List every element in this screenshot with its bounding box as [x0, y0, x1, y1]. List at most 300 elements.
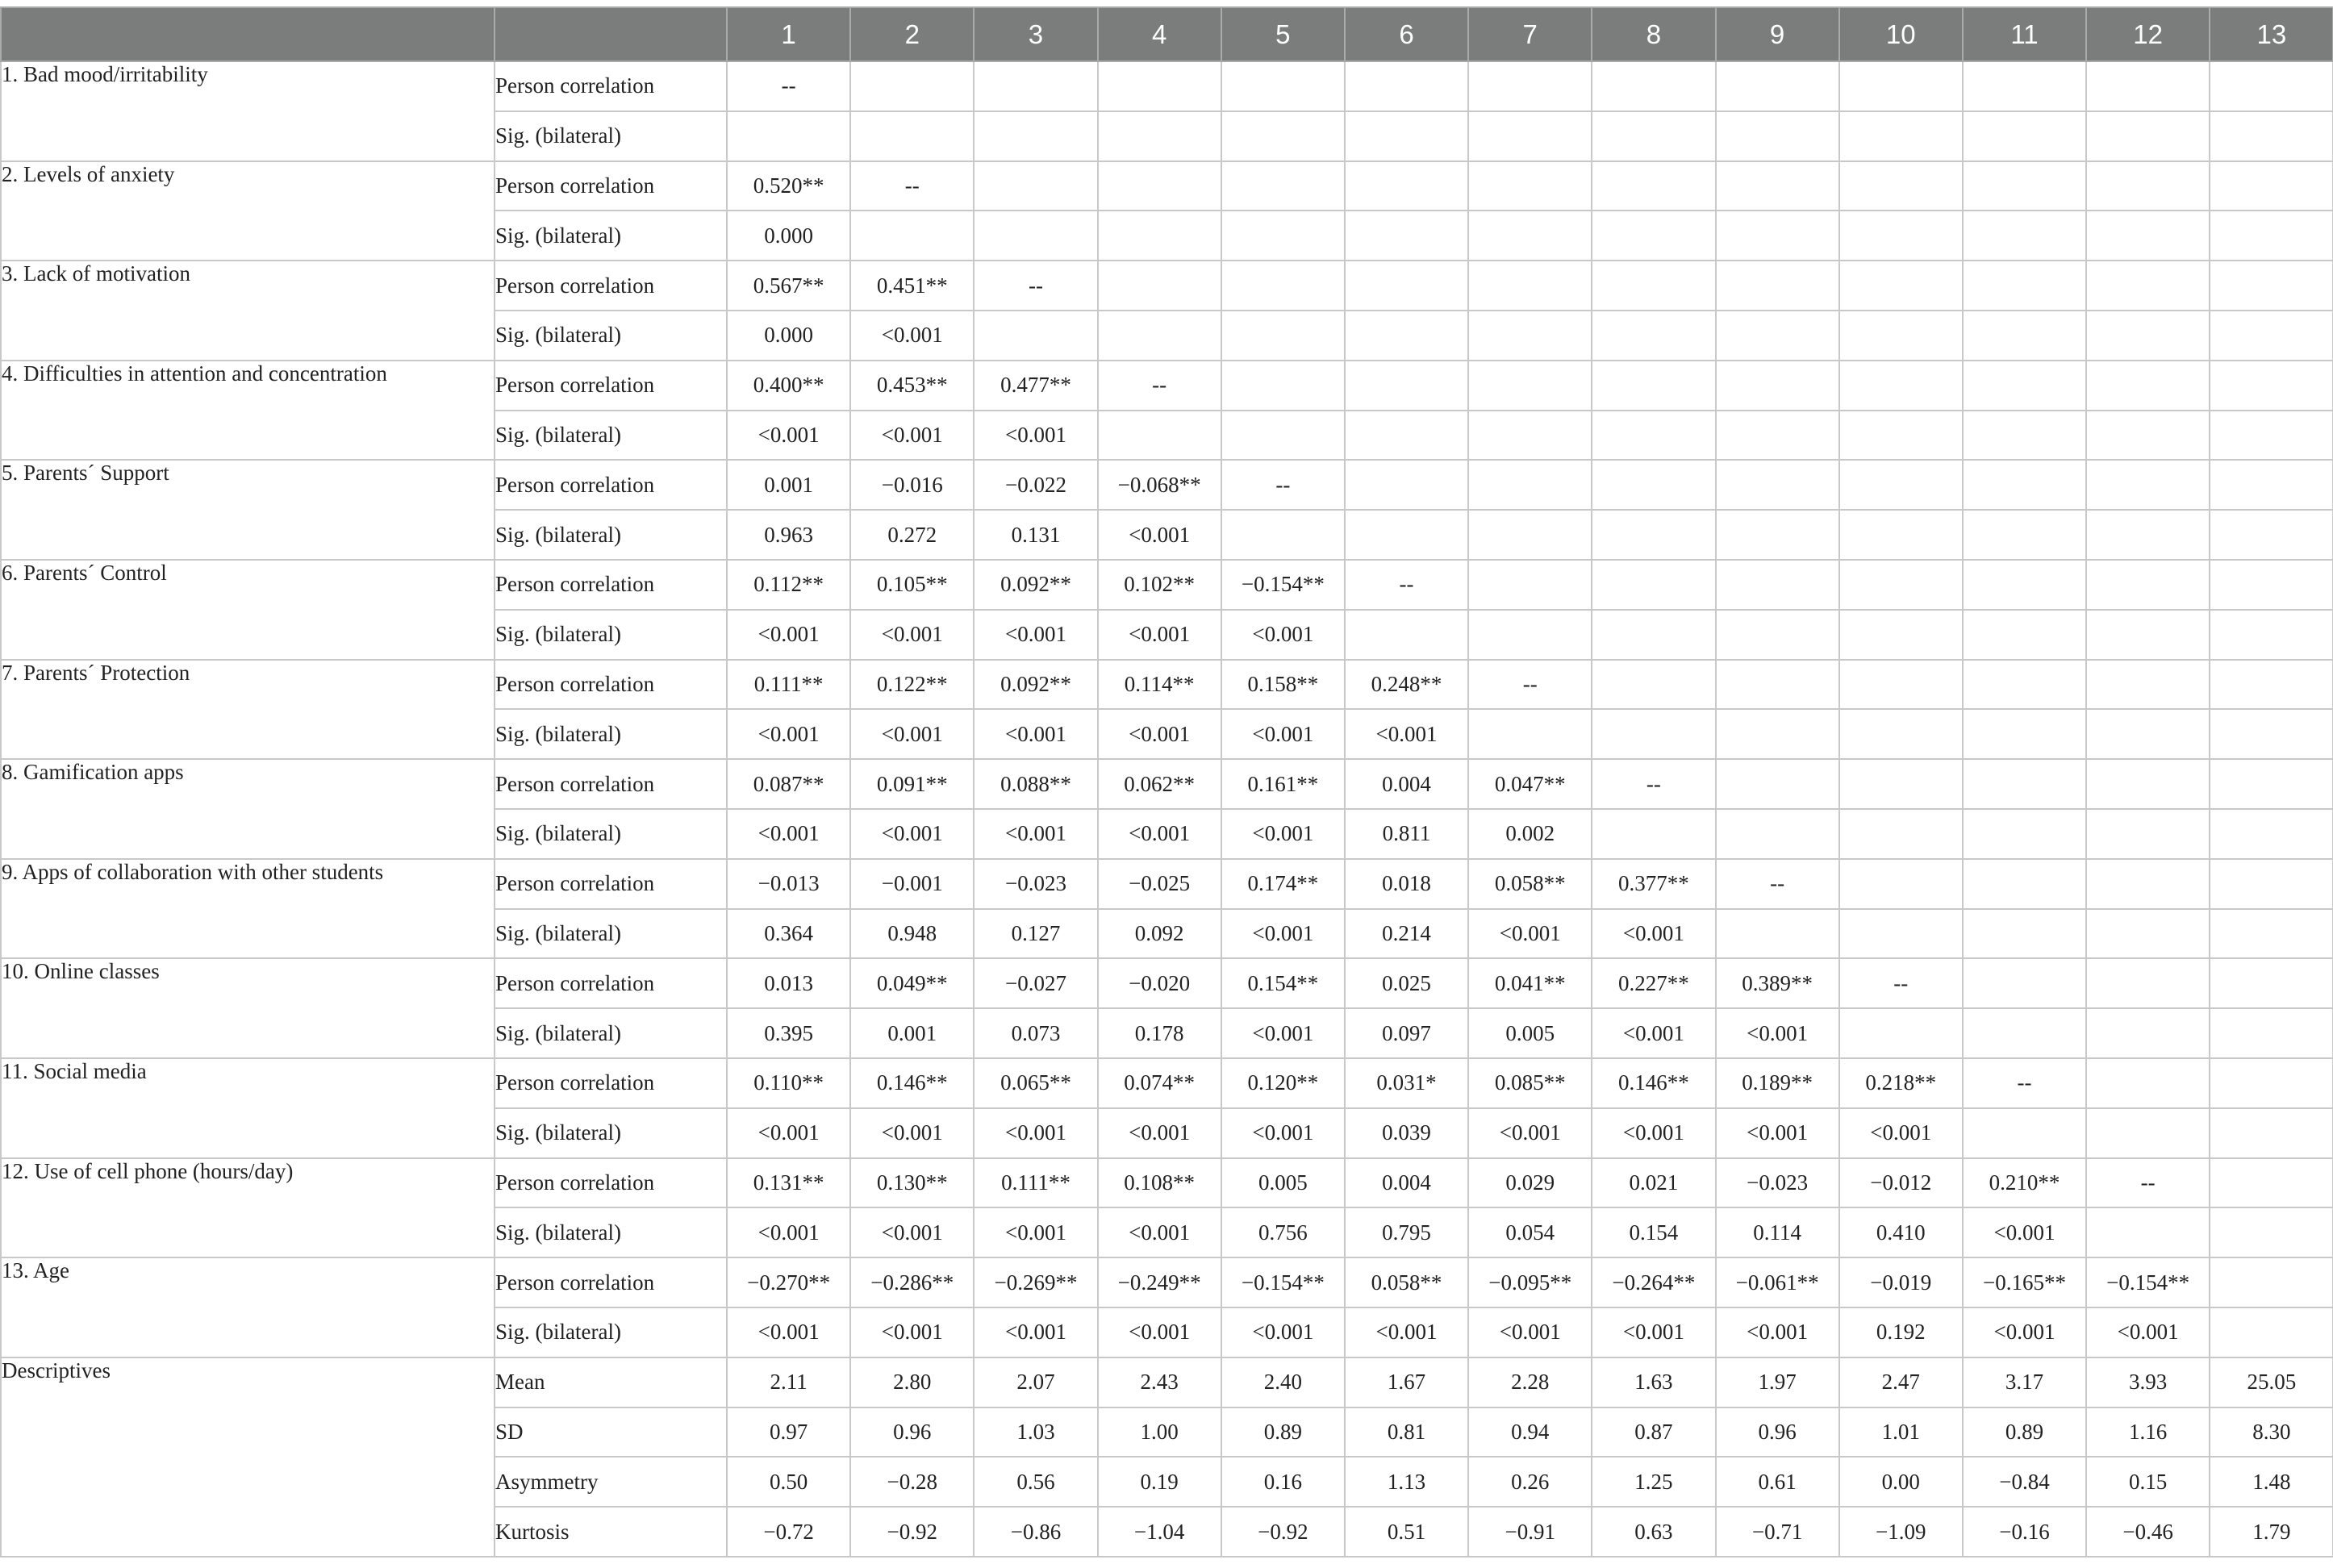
- table-cell: [1592, 61, 1715, 111]
- table-cell: [974, 111, 1097, 161]
- table-cell: [2086, 958, 2210, 1008]
- table-cell: 1.67: [1345, 1357, 1468, 1407]
- table-cell: [1592, 211, 1715, 261]
- table-row: [1, 361, 2333, 411]
- table-cell: [1716, 610, 1839, 660]
- table-cell: [1716, 660, 1839, 710]
- table-cell: −0.061**: [1716, 1257, 1839, 1307]
- table-cell: 0.102**: [1098, 560, 1221, 610]
- table-cell: <0.001: [1221, 1108, 1345, 1158]
- table-cell: 0.054: [1468, 1207, 1592, 1257]
- table-cell: <0.001: [974, 1108, 1097, 1158]
- table-cell: [1839, 1008, 1963, 1058]
- table-cell: [1716, 909, 1839, 959]
- table-cell: 0.192: [1839, 1307, 1963, 1357]
- table-row: [1, 1257, 2333, 1307]
- table-cell: 0.963: [727, 510, 850, 560]
- table-cell: [1963, 61, 2086, 111]
- table-cell: [2086, 1058, 2210, 1108]
- table-cell: [1345, 610, 1468, 660]
- table-cell: [2210, 311, 2333, 361]
- table-cell: [2210, 1058, 2333, 1108]
- table-cell: [1963, 859, 2086, 909]
- table-cell: 0.114**: [1098, 660, 1221, 710]
- table-row: [1, 161, 2333, 211]
- table-cell: <0.001: [1221, 809, 1345, 859]
- table-row: [1, 660, 2333, 710]
- table-cell: −0.165**: [1963, 1257, 2086, 1307]
- table-row: [1, 560, 2333, 610]
- table-cell: 3.93: [2086, 1357, 2210, 1407]
- table-cell: [1468, 61, 1592, 111]
- table-cell: [1468, 460, 1592, 510]
- statistic-label: Sig. (bilateral): [495, 809, 727, 859]
- table-cell: [2210, 1307, 2333, 1357]
- table-cell: <0.001: [727, 1108, 850, 1158]
- table-cell: [2210, 111, 2333, 161]
- table-cell: [2210, 361, 2333, 411]
- table-cell: −1.04: [1098, 1507, 1221, 1557]
- table-cell: [2210, 1158, 2333, 1208]
- table-cell: <0.001: [1098, 709, 1221, 759]
- table-cell: <0.001: [850, 1108, 974, 1158]
- table-cell: [1963, 560, 2086, 610]
- table-cell: −0.91: [1468, 1507, 1592, 1557]
- statistic-label: Person correlation: [495, 958, 727, 1008]
- table-row: [1, 759, 2333, 809]
- table-cell: 0.058**: [1345, 1257, 1468, 1307]
- table-cell: <0.001: [850, 610, 974, 660]
- table-cell: [850, 61, 974, 111]
- table-cell: −0.84: [1963, 1457, 2086, 1507]
- table-cell: [2210, 709, 2333, 759]
- table-row: [1, 1058, 2333, 1108]
- table-cell: 1.03: [974, 1407, 1097, 1457]
- table-cell: 0.89: [1963, 1407, 2086, 1457]
- table-cell: [1468, 261, 1592, 311]
- table-cell: 0.111**: [727, 660, 850, 710]
- table-cell: 8.30: [2210, 1407, 2333, 1457]
- table-cell: 0.120**: [1221, 1058, 1345, 1108]
- table-cell: −0.016: [850, 460, 974, 510]
- table-cell: 0.001: [850, 1008, 974, 1058]
- header-blank-variable: [1, 7, 495, 61]
- table-cell: 0.395: [727, 1008, 850, 1058]
- table-cell: [2210, 660, 2333, 710]
- column-header: 4: [1098, 7, 1221, 61]
- variable-label: 9. Apps of collaboration with other students: [1, 859, 495, 959]
- statistic-label: Mean: [495, 1357, 727, 1407]
- table-cell: [974, 161, 1097, 211]
- table-cell: [1098, 161, 1221, 211]
- table-cell: <0.001: [727, 411, 850, 461]
- table-cell: [1592, 361, 1715, 411]
- table-cell: [1592, 809, 1715, 859]
- column-header: 8: [1592, 7, 1715, 61]
- table-cell: [2210, 510, 2333, 560]
- table-cell: 0.56: [974, 1457, 1097, 1507]
- table-row: [1, 261, 2333, 311]
- table-cell: 0.161**: [1221, 759, 1345, 809]
- table-cell: −0.46: [2086, 1507, 2210, 1557]
- statistic-label: Person correlation: [495, 759, 727, 809]
- table-cell: −0.154**: [2086, 1257, 2210, 1307]
- table-cell: --: [1716, 859, 1839, 909]
- statistic-label: Person correlation: [495, 560, 727, 610]
- table-cell: <0.001: [850, 311, 974, 361]
- statistic-label: Person correlation: [495, 261, 727, 311]
- table-cell: [1098, 261, 1221, 311]
- table-cell: 1.25: [1592, 1457, 1715, 1507]
- table-cell: 0.004: [1345, 1158, 1468, 1208]
- table-cell: [2210, 610, 2333, 660]
- table-cell: 0.065**: [974, 1058, 1097, 1108]
- table-cell: 0.074**: [1098, 1058, 1221, 1108]
- table-cell: −0.020: [1098, 958, 1221, 1008]
- table-cell: 0.227**: [1592, 958, 1715, 1008]
- table-cell: [2086, 61, 2210, 111]
- table-cell: 0.039: [1345, 1108, 1468, 1158]
- table-cell: 0.021: [1592, 1158, 1715, 1208]
- table-cell: 0.410: [1839, 1207, 1963, 1257]
- table-cell: −0.71: [1716, 1507, 1839, 1557]
- statistic-label: Person correlation: [495, 161, 727, 211]
- table-cell: [1963, 411, 2086, 461]
- table-cell: [1345, 161, 1468, 211]
- table-cell: [1839, 510, 1963, 560]
- statistic-label: Sig. (bilateral): [495, 411, 727, 461]
- table-cell: [1963, 311, 2086, 361]
- table-cell: 0.127: [974, 909, 1097, 959]
- table-cell: --: [727, 61, 850, 111]
- variable-label: 3. Lack of motivation: [1, 261, 495, 361]
- table-cell: 0.520**: [727, 161, 850, 211]
- table-cell: [2210, 759, 2333, 809]
- table-cell: 0.567**: [727, 261, 850, 311]
- table-cell: 0.131**: [727, 1158, 850, 1208]
- table-cell: --: [1839, 958, 1963, 1008]
- table-cell: 2.40: [1221, 1357, 1345, 1407]
- table-cell: 0.377**: [1592, 859, 1715, 909]
- table-cell: −0.269**: [974, 1257, 1097, 1307]
- table-cell: −0.92: [850, 1507, 974, 1557]
- table-cell: <0.001: [727, 1207, 850, 1257]
- table-cell: [2086, 709, 2210, 759]
- table-cell: <0.001: [1963, 1207, 2086, 1257]
- table-cell: 2.47: [1839, 1357, 1963, 1407]
- table-cell: <0.001: [1098, 1207, 1221, 1257]
- table-cell: [1839, 361, 1963, 411]
- table-cell: 0.756: [1221, 1207, 1345, 1257]
- table-cell: [2210, 61, 2333, 111]
- table-cell: −0.72: [727, 1507, 850, 1557]
- table-cell: <0.001: [1221, 1008, 1345, 1058]
- table-cell: <0.001: [974, 610, 1097, 660]
- table-cell: [2086, 759, 2210, 809]
- statistic-label: Sig. (bilateral): [495, 311, 727, 361]
- table-cell: −0.270**: [727, 1257, 850, 1307]
- table-cell: [2210, 560, 2333, 610]
- table-cell: [1963, 111, 2086, 161]
- table-cell: [2086, 510, 2210, 560]
- table-cell: [1221, 261, 1345, 311]
- table-cell: [850, 111, 974, 161]
- descriptives-label: Descriptives: [1, 1357, 495, 1557]
- table-cell: 0.154**: [1221, 958, 1345, 1008]
- table-cell: [2210, 261, 2333, 311]
- table-cell: 0.049**: [850, 958, 974, 1008]
- column-header: 6: [1345, 7, 1468, 61]
- table-cell: <0.001: [1345, 1307, 1468, 1357]
- table-cell: [1716, 510, 1839, 560]
- column-header: 5: [1221, 7, 1345, 61]
- table-cell: <0.001: [727, 1307, 850, 1357]
- table-cell: 0.189**: [1716, 1058, 1839, 1108]
- table-cell: <0.001: [1592, 1008, 1715, 1058]
- column-header: 10: [1839, 7, 1963, 61]
- column-header: 13: [2210, 7, 2333, 61]
- table-cell: [1592, 411, 1715, 461]
- table-cell: [974, 61, 1097, 111]
- table-cell: <0.001: [1592, 1307, 1715, 1357]
- table-cell: 1.16: [2086, 1407, 2210, 1457]
- table-cell: --: [1592, 759, 1715, 809]
- table-cell: [1592, 161, 1715, 211]
- table-cell: [1963, 510, 2086, 560]
- table-cell: 0.112**: [727, 560, 850, 610]
- table-cell: 0.031*: [1345, 1058, 1468, 1108]
- table-cell: [2086, 111, 2210, 161]
- table-cell: [1716, 311, 1839, 361]
- table-cell: [1716, 809, 1839, 859]
- table-cell: [1221, 510, 1345, 560]
- statistic-label: Asymmetry: [495, 1457, 727, 1507]
- table-cell: <0.001: [1592, 909, 1715, 959]
- column-header: 3: [974, 7, 1097, 61]
- table-cell: 0.364: [727, 909, 850, 959]
- table-cell: [1592, 460, 1715, 510]
- table-cell: [974, 311, 1097, 361]
- table-cell: 0.013: [727, 958, 850, 1008]
- table-cell: [1345, 460, 1468, 510]
- table-cell: −0.025: [1098, 859, 1221, 909]
- table-cell: <0.001: [1468, 1307, 1592, 1357]
- table-cell: 0.96: [850, 1407, 974, 1457]
- table-cell: [2086, 161, 2210, 211]
- statistic-label: Sig. (bilateral): [495, 1008, 727, 1058]
- table-cell: 0.97: [727, 1407, 850, 1457]
- table-cell: 0.047**: [1468, 759, 1592, 809]
- table-cell: 0.248**: [1345, 660, 1468, 710]
- correlation-table: [0, 6, 2333, 1558]
- table-cell: --: [1098, 361, 1221, 411]
- table-cell: [850, 211, 974, 261]
- table-cell: [1839, 460, 1963, 510]
- table-cell: --: [974, 261, 1097, 311]
- table-cell: [2210, 1207, 2333, 1257]
- table-cell: <0.001: [727, 610, 850, 660]
- table-cell: [2086, 560, 2210, 610]
- table-cell: 0.130**: [850, 1158, 974, 1208]
- table-cell: 0.114: [1716, 1207, 1839, 1257]
- table-cell: <0.001: [850, 1207, 974, 1257]
- statistic-label: Sig. (bilateral): [495, 909, 727, 959]
- table-row: [1, 1158, 2333, 1208]
- table-cell: −0.068**: [1098, 460, 1221, 510]
- table-cell: [1716, 111, 1839, 161]
- table-cell: [1098, 111, 1221, 161]
- table-cell: [974, 211, 1097, 261]
- table-cell: [1839, 709, 1963, 759]
- table-cell: [2086, 460, 2210, 510]
- table-cell: [1963, 759, 2086, 809]
- table-cell: [1345, 311, 1468, 361]
- table-cell: 1.13: [1345, 1457, 1468, 1507]
- table-cell: [2210, 1008, 2333, 1058]
- table-cell: 2.07: [974, 1357, 1097, 1407]
- table-cell: [1716, 211, 1839, 261]
- statistic-label: Person correlation: [495, 660, 727, 710]
- table-cell: [1468, 610, 1592, 660]
- table-row: [1, 61, 2333, 111]
- table-cell: [1716, 61, 1839, 111]
- table-cell: 0.087**: [727, 759, 850, 809]
- table-cell: 25.05: [2210, 1357, 2333, 1407]
- table-cell: <0.001: [1345, 709, 1468, 759]
- variable-label: 2. Levels of anxiety: [1, 161, 495, 261]
- statistic-label: Person correlation: [495, 1058, 727, 1108]
- table-cell: [2086, 909, 2210, 959]
- table-cell: 0.025: [1345, 958, 1468, 1008]
- table-cell: [1221, 161, 1345, 211]
- table-cell: 1.63: [1592, 1357, 1715, 1407]
- table-cell: [1098, 61, 1221, 111]
- table-cell: [727, 111, 850, 161]
- table-cell: [1468, 161, 1592, 211]
- table-cell: [1468, 361, 1592, 411]
- table-cell: 2.11: [727, 1357, 850, 1407]
- table-cell: 0.029: [1468, 1158, 1592, 1208]
- table-cell: <0.001: [1221, 709, 1345, 759]
- table-cell: <0.001: [974, 1307, 1097, 1357]
- statistic-label: Person correlation: [495, 361, 727, 411]
- table-cell: <0.001: [727, 809, 850, 859]
- table-cell: [1345, 211, 1468, 261]
- table-cell: [1592, 311, 1715, 361]
- statistic-label: Sig. (bilateral): [495, 510, 727, 560]
- table-cell: [1963, 261, 2086, 311]
- column-header: 12: [2086, 7, 2210, 61]
- table-cell: --: [1963, 1058, 2086, 1108]
- table-cell: <0.001: [850, 809, 974, 859]
- table-cell: 0.110**: [727, 1058, 850, 1108]
- table-cell: 1.79: [2210, 1507, 2333, 1557]
- table-cell: 0.272: [850, 510, 974, 560]
- table-cell: <0.001: [1098, 610, 1221, 660]
- table-cell: 0.097: [1345, 1008, 1468, 1058]
- statistic-label: Sig. (bilateral): [495, 709, 727, 759]
- statistic-label: Person correlation: [495, 61, 727, 111]
- statistic-label: Sig. (bilateral): [495, 1307, 727, 1357]
- table-cell: −0.001: [850, 859, 974, 909]
- table-cell: [1839, 311, 1963, 361]
- table-cell: −0.023: [974, 859, 1097, 909]
- table-cell: 0.002: [1468, 809, 1592, 859]
- table-cell: [1839, 411, 1963, 461]
- table-row: [1, 859, 2333, 909]
- table-cell: <0.001: [1592, 1108, 1715, 1158]
- statistic-label: Sig. (bilateral): [495, 211, 727, 261]
- table-cell: 0.26: [1468, 1457, 1592, 1507]
- table-cell: [1468, 411, 1592, 461]
- table-cell: 2.43: [1098, 1357, 1221, 1407]
- table-cell: 0.122**: [850, 660, 974, 710]
- statistic-label: Sig. (bilateral): [495, 111, 727, 161]
- table-cell: 0.16: [1221, 1457, 1345, 1507]
- table-cell: [2210, 859, 2333, 909]
- table-cell: −0.16: [1963, 1507, 2086, 1557]
- statistic-label: Sig. (bilateral): [495, 1108, 727, 1158]
- table-cell: [1716, 460, 1839, 510]
- table-cell: 0.214: [1345, 909, 1468, 959]
- table-cell: [1839, 261, 1963, 311]
- table-cell: 0.005: [1221, 1158, 1345, 1208]
- table-cell: 0.389**: [1716, 958, 1839, 1008]
- table-cell: <0.001: [1098, 809, 1221, 859]
- statistic-label: Person correlation: [495, 1158, 727, 1208]
- table-cell: [1716, 361, 1839, 411]
- table-cell: 2.28: [1468, 1357, 1592, 1407]
- table-cell: <0.001: [1098, 510, 1221, 560]
- table-cell: 0.451**: [850, 261, 974, 311]
- statistic-label: Person correlation: [495, 460, 727, 510]
- variable-label: 12. Use of cell phone (hours/day): [1, 1158, 495, 1258]
- table-cell: [1839, 660, 1963, 710]
- header-blank-statistic: [495, 7, 727, 61]
- table-cell: 0.001: [727, 460, 850, 510]
- table-cell: [2086, 1108, 2210, 1158]
- table-cell: [1221, 311, 1345, 361]
- table-cell: [2086, 660, 2210, 710]
- table-cell: [2086, 1008, 2210, 1058]
- statistic-label: Sig. (bilateral): [495, 610, 727, 660]
- table-cell: --: [1221, 460, 1345, 510]
- table-cell: 0.108**: [1098, 1158, 1221, 1208]
- table-cell: 0.154: [1592, 1207, 1715, 1257]
- table-cell: <0.001: [1839, 1108, 1963, 1158]
- table-cell: 0.210**: [1963, 1158, 2086, 1208]
- table-cell: [1963, 610, 2086, 660]
- table-cell: [1592, 261, 1715, 311]
- table-cell: 0.146**: [1592, 1058, 1715, 1108]
- table-cell: [1963, 660, 2086, 710]
- table-cell: <0.001: [1221, 610, 1345, 660]
- table-cell: 0.158**: [1221, 660, 1345, 710]
- table-cell: 0.948: [850, 909, 974, 959]
- table-cell: <0.001: [850, 411, 974, 461]
- variable-label: 10. Online classes: [1, 958, 495, 1058]
- table-cell: −0.013: [727, 859, 850, 909]
- table-cell: [2086, 1207, 2210, 1257]
- table-cell: [1098, 311, 1221, 361]
- table-cell: [1345, 61, 1468, 111]
- table-cell: 0.218**: [1839, 1058, 1963, 1108]
- table-cell: [1221, 361, 1345, 411]
- table-cell: [1592, 660, 1715, 710]
- table-cell: 0.94: [1468, 1407, 1592, 1457]
- statistic-label: Person correlation: [495, 859, 727, 909]
- table-cell: [1592, 709, 1715, 759]
